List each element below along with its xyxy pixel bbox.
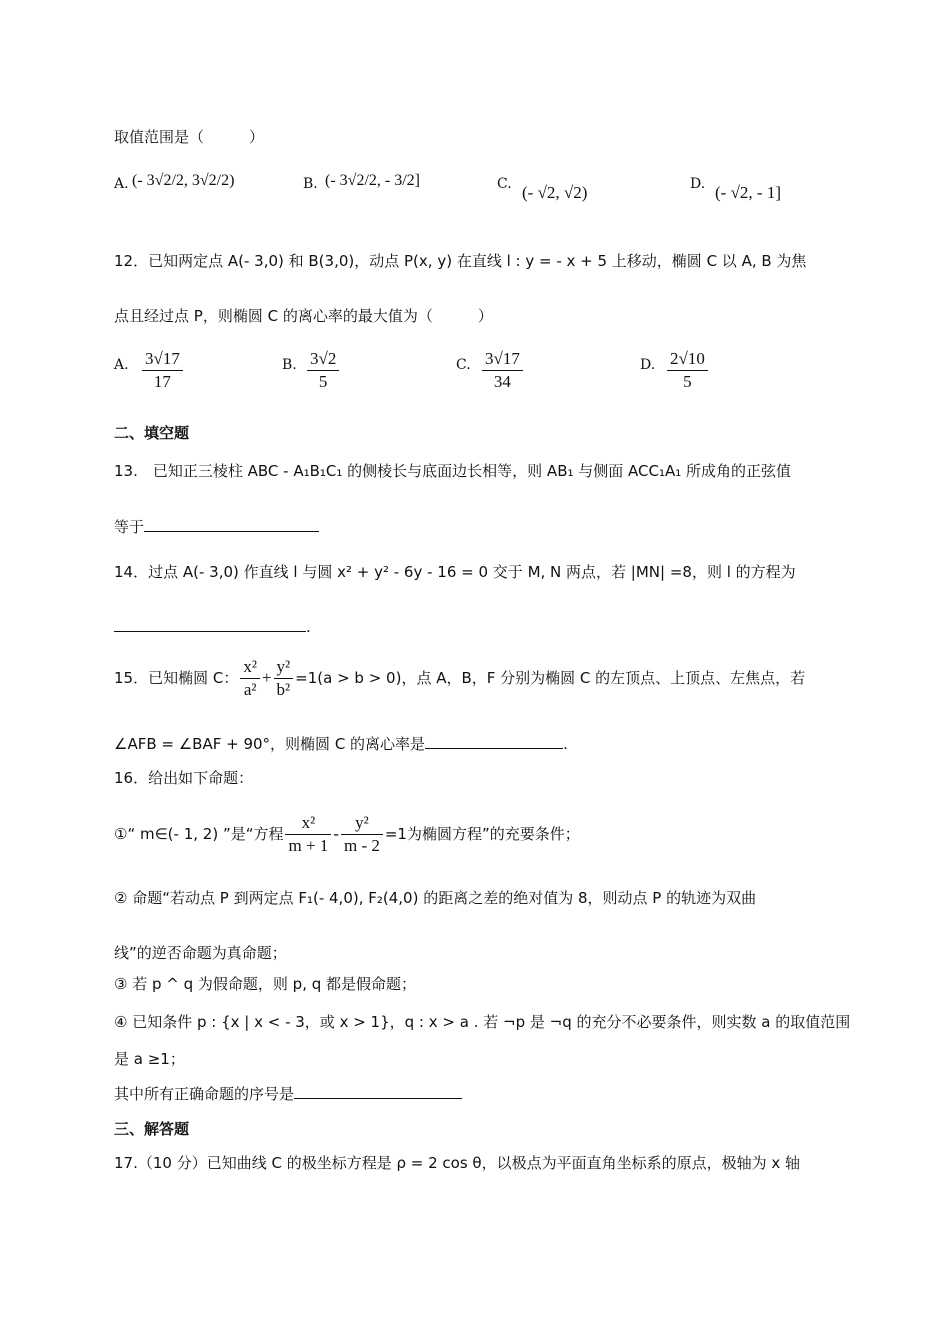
- intro-line: 取值范围是（ ）: [114, 128, 265, 146]
- q16-prop1-frac2-num: y²: [341, 812, 383, 835]
- q15-line2-end: .: [563, 735, 568, 753]
- q15-frac-x-den: a²: [243, 680, 257, 699]
- q11-option-d-label: D.: [690, 176, 706, 192]
- q11-option-b-value: (- 3√2/2, - 3/2]: [325, 172, 420, 189]
- q13-line2-text: 等于: [114, 518, 145, 536]
- q12-option-c-den: 34: [493, 372, 511, 391]
- q15-line2: [114, 733, 840, 755]
- q12-option-a-label: A.: [114, 357, 129, 373]
- q17-line1: 17.（10 分）已知曲线 C 的极坐标方程是 ρ = 2 cos θ，以极点为平面直角坐标系的原点，极轴为 x 轴: [114, 1154, 801, 1172]
- q16-prop1a: ①“ m∈(- 1, 2) ”是“方程: [114, 825, 284, 843]
- q16-prop3: ③ 若 p ^ q 为假命题，则 p, q 都是假命题；: [114, 975, 417, 993]
- q11-option-b-label: B.: [303, 176, 318, 192]
- q11-option-d-value: (- √2, - 1]: [715, 183, 781, 202]
- q16-prop1: ①“ m∈(- 1, 2) ”是“方程 $\frac{\text{x²}}{m + 1}$ - $\frac{\text{y²}}{m - 2}$ =1为椭圆方程”的充要条件；: [114, 813, 580, 855]
- q12-option-b-num: 3√2: [307, 348, 339, 371]
- q16-prop2-line2: 线”的逆否命题为真命题；: [114, 944, 287, 962]
- q13-line1: 13. 已知正三棱柱 ABC - A₁B₁C₁ 的侧棱长与底面边长相等，则 AB₁ 与侧面 ACC₁A₁ 所成角的正弦值: [114, 462, 792, 480]
- q15-line1b: =1(a > b > 0)，点 A，B，F 分别为椭圆 C 的左顶点、上顶点、左焦点，若: [295, 669, 806, 687]
- q15-frac-x-num: x²: [240, 656, 260, 679]
- q11-option-c-value: (- √2, √2): [522, 183, 588, 202]
- q12-option-b-frac: [307, 348, 339, 393]
- q15-frac-y-num: y²: [274, 656, 294, 679]
- section-heading-fill-in: 二、填空题: [114, 424, 190, 442]
- q12-line1: 12．已知两定点 A(- 3,0) 和 B(3,0)，动点 P(x, y) 在直线 l : y = - x + 5 上移动，椭圆 C 以 A, B 为焦: [114, 252, 807, 270]
- q15-frac-y-den: b²: [276, 680, 291, 699]
- q12-option-b-den: 5: [318, 372, 328, 391]
- q13-answer-blank: [144, 517, 319, 532]
- q15-answer-blank: [425, 734, 563, 749]
- q13-line2: [114, 516, 840, 538]
- q16-prop4-line2: 是 a ≥1；: [114, 1050, 185, 1068]
- q12-line2: 点且经过点 P，则椭圆 C 的离心率的最大值为（ ）: [114, 307, 493, 325]
- q14-answer-blank: [114, 617, 306, 632]
- q11-option-c-label: C.: [497, 176, 512, 192]
- q14-line2: [114, 616, 840, 638]
- q12-option-c-label: C.: [456, 357, 471, 373]
- q16-prop1-frac2: [341, 812, 383, 857]
- q15-frac-x: [240, 656, 260, 701]
- q12-option-a-frac: [142, 348, 183, 393]
- q12-option-c-num: 3√17: [482, 348, 523, 371]
- q12-option-a-den: 17: [153, 372, 171, 391]
- q14-line1: 14．过点 A(- 3,0) 作直线 l 与圆 x² + y² - 6y - 16 = 0 交于 M, N 两点，若 |MN| =8，则 l 的方程为: [114, 563, 796, 581]
- q12-option-d-label: D.: [640, 357, 656, 373]
- q11-option-a-value: (- 3√2/2, 3√2/2): [132, 172, 235, 189]
- q11-option-a-label: A.: [114, 176, 129, 192]
- q14-line2-end: .: [306, 618, 311, 636]
- q12-option-d-frac: [667, 348, 708, 393]
- q16-final-text: 其中所有正确命题的序号是: [114, 1085, 295, 1103]
- q16-title: 16．给出如下命题：: [114, 769, 254, 787]
- section-heading-solutions: 三、解答题: [114, 1120, 190, 1138]
- q16-prop1-frac1: [285, 812, 331, 857]
- q16-answer-blank: [294, 1084, 462, 1099]
- q16-prop4-line1: ④ 已知条件 p : {x | x < - 3，或 x > 1}，q : x > a . 若 ¬p 是 ¬q 的充分不必要条件，则实数 a 的取值范围: [114, 1013, 851, 1031]
- q15-line1a: 15．已知椭圆 C：: [114, 669, 239, 687]
- q16-prop1-frac1-num: x²: [285, 812, 331, 835]
- q16-prop1-frac2-den: m - 2: [343, 836, 380, 855]
- q12-option-d-den: 5: [683, 372, 692, 391]
- q12-option-d-num: 2√10: [667, 348, 708, 371]
- q15-line1: 15．已知椭圆 C： $\frac{\text{x²}}{\text{a²}}$ + $\frac{\text{y²}}{\text{b²}}$ =1(a > b > 0)，点 A，B，F 分别为椭圆 C 的左顶点、上顶点、左焦点，若: [114, 657, 806, 699]
- q16-final: [114, 1083, 840, 1105]
- q16-prop2-line1: ② 命题“若动点 P 到两定点 F₁(- 4,0), F₂(4,0) 的距离之差的绝对值为 8，则动点 P 的轨迹为双曲: [114, 889, 757, 907]
- q12-option-c-frac: [482, 348, 523, 393]
- q12-option-b-label: B.: [282, 357, 297, 373]
- q15-frac-y: [274, 656, 294, 701]
- q16-prop1b: =1为椭圆方程”的充要条件；: [384, 825, 580, 843]
- q15-line2-text: ∠AFB = ∠BAF + 90°，则椭圆 C 的离心率是: [114, 735, 426, 753]
- q16-prop1-frac1-den: m + 1: [288, 836, 329, 855]
- q12-option-a-num: 3√17: [142, 348, 183, 371]
